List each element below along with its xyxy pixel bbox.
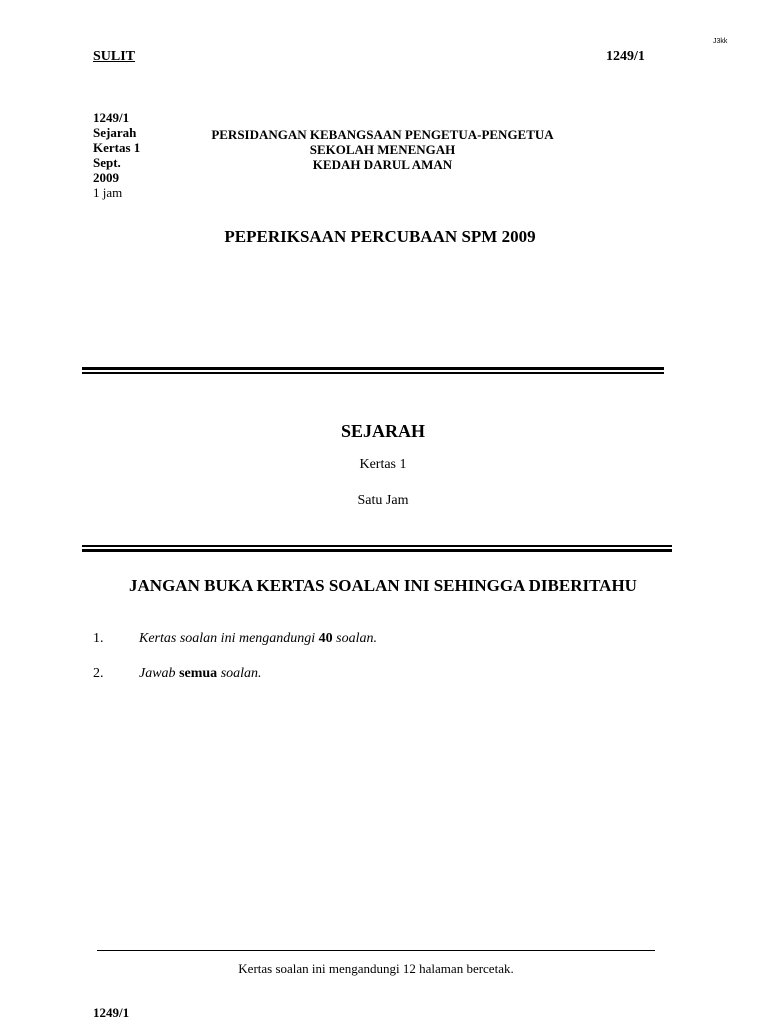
paper-info-year: 2009 bbox=[93, 170, 119, 185]
organizer-line2: SEKOLAH MENENGAH bbox=[309, 142, 456, 157]
organizer-line1: PERSIDANGAN KEBANGSAAN PENGETUA-PENGETUA bbox=[211, 127, 554, 142]
paper-info bbox=[93, 110, 140, 200]
paper-info-code: 1249/1 bbox=[93, 110, 130, 125]
rule-thick-bottom bbox=[82, 549, 672, 552]
rule-thin-top bbox=[82, 372, 664, 374]
instruction-text-post: soalan. bbox=[217, 666, 262, 681]
header-code: 1249/1 bbox=[606, 49, 645, 64]
instruction-text bbox=[139, 666, 262, 682]
instruction-text-post: soalan. bbox=[332, 631, 378, 646]
subject-name: SEJARAH bbox=[340, 421, 425, 441]
subject-paper: Kertas 1 bbox=[359, 457, 407, 472]
organizer-line3: KEDAH DARUL AMAN bbox=[312, 157, 453, 172]
paper-info-paper: Kertas 1 bbox=[93, 140, 141, 155]
warning-heading: JANGAN BUKA KERTAS SOALAN INI SEHINGGA DIBERITAHU bbox=[129, 576, 637, 595]
paper-info-month: Sept. bbox=[93, 155, 121, 170]
instruction-text bbox=[139, 631, 377, 647]
footer-note: Kertas soalan ini mengandungi 12 halaman bercetak. bbox=[238, 961, 514, 976]
paper-info-duration: 1 jam bbox=[93, 185, 123, 200]
rule-thick-top bbox=[82, 367, 664, 370]
corner-mark: J3kk bbox=[713, 38, 728, 45]
instruction-text-bold: 40 bbox=[318, 631, 333, 646]
instruction-number: 2. bbox=[93, 666, 104, 681]
instruction-number: 1. bbox=[93, 631, 104, 646]
instructions-list bbox=[93, 631, 653, 691]
footer-rule bbox=[97, 950, 655, 951]
instruction-text-pre: Kertas soalan ini mengandungi bbox=[139, 631, 319, 646]
exam-title: PEPERIKSAAN PERCUBAAN SPM 2009 bbox=[224, 227, 536, 246]
paper-info-subject: Sejarah bbox=[93, 125, 137, 140]
organizer bbox=[170, 127, 595, 172]
footer-code: 1249/1 bbox=[93, 1005, 130, 1020]
subject-duration: Satu Jam bbox=[357, 493, 409, 508]
rule-thin-bottom bbox=[82, 545, 672, 547]
instruction-text-bold: semua bbox=[179, 666, 218, 681]
header-sulit: SULIT bbox=[93, 49, 136, 64]
instruction-text-pre: Jawab bbox=[139, 666, 180, 681]
